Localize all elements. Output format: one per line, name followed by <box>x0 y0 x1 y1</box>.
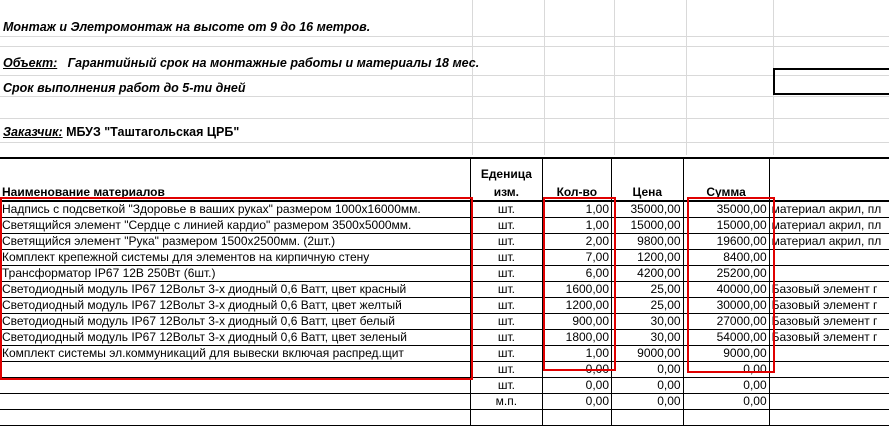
customer-text: МБУЗ "Таштагольская ЦРБ" <box>66 125 240 139</box>
header-unit-bottom: изм. <box>471 182 543 201</box>
cell-note[interactable] <box>769 378 889 394</box>
cell-name[interactable] <box>0 378 471 394</box>
cell-note[interactable] <box>769 362 889 378</box>
title-line: Монтаж и Элетромонтаж на высоте от 9 до 16 метров. <box>3 20 371 34</box>
gridline <box>544 0 545 155</box>
cell-name[interactable]: Светящийся элемент "Рука" размером 1500х2500мм. (2шт.) <box>0 234 471 250</box>
cell-qty[interactable]: 1,00 <box>542 201 611 218</box>
cell-qty[interactable]: 0,00 <box>542 378 611 394</box>
gridline <box>0 118 889 119</box>
header-qty: Кол-во <box>542 182 611 201</box>
table-row <box>0 218 889 234</box>
table-row <box>0 282 889 298</box>
cell-sum[interactable]: 40000,00 <box>683 282 769 298</box>
cell-note[interactable] <box>769 394 889 410</box>
header-price: Цена <box>612 182 684 201</box>
gridline <box>472 0 473 155</box>
cell-price[interactable]: 25,00 <box>612 282 684 298</box>
table-row <box>0 378 889 394</box>
cell-unit[interactable]: шт. <box>471 266 543 282</box>
cell-qty[interactable]: 1,00 <box>542 218 611 234</box>
cell-qty[interactable]: 1200,00 <box>542 298 611 314</box>
table-row <box>0 201 889 218</box>
gridline <box>0 96 889 97</box>
header-row <box>0 158 889 182</box>
cell-price[interactable]: 4200,00 <box>612 266 684 282</box>
cell-unit[interactable]: шт. <box>471 314 543 330</box>
header-cell <box>683 158 769 182</box>
cell-note[interactable] <box>769 410 889 426</box>
cell-sum[interactable]: 19600,00 <box>683 234 769 250</box>
cell-price[interactable]: 0,00 <box>612 394 684 410</box>
cell-sum[interactable]: 25200,00 <box>683 266 769 282</box>
gridline <box>0 142 889 143</box>
header-cell <box>612 158 684 182</box>
cell-sum[interactable]: 0,00 <box>683 362 769 378</box>
cell-name[interactable]: Светодиодный модуль IP67 12Вольт 3-х диодный 0,6 Ватт, цвет желтый <box>0 298 471 314</box>
cell-sum[interactable]: 35000,00 <box>683 201 769 218</box>
object-label: Объект: <box>3 56 58 70</box>
cell-name[interactable]: Светящийся элемент "Сердце с линией кардио" размером 3500х5000мм. <box>0 218 471 234</box>
cell-qty[interactable]: 0,00 <box>542 394 611 410</box>
cell-unit[interactable]: шт. <box>471 282 543 298</box>
table-row <box>0 298 889 314</box>
cell-sum[interactable]: 0,00 <box>683 378 769 394</box>
cell-unit[interactable] <box>471 410 543 426</box>
cell-price[interactable]: 9000,00 <box>612 346 684 362</box>
cell-name[interactable]: Светодиодный модуль IP67 12Вольт 3-х диодный 0,6 Ватт, цвет зеленый <box>0 330 471 346</box>
cell-price[interactable]: 30,00 <box>612 314 684 330</box>
header-unit-top: Еденица <box>471 158 543 182</box>
header-cell <box>0 158 471 182</box>
cell-sum[interactable]: 8400,00 <box>683 250 769 266</box>
cell-unit[interactable]: шт. <box>471 250 543 266</box>
gridline <box>686 0 687 155</box>
table-row <box>0 410 889 426</box>
cell-unit[interactable]: шт. <box>471 378 543 394</box>
cell-note[interactable] <box>769 346 889 362</box>
cell-sum[interactable] <box>683 410 769 426</box>
materials-table <box>0 157 889 426</box>
cell-name[interactable] <box>0 410 471 426</box>
cell-note[interactable] <box>769 250 889 266</box>
cell-price[interactable]: 15000,00 <box>612 218 684 234</box>
table-row <box>0 314 889 330</box>
gridline <box>0 46 889 47</box>
header-cell <box>542 158 611 182</box>
cell-price[interactable]: 9800,00 <box>612 234 684 250</box>
header-row <box>0 182 889 201</box>
cell-price[interactable]: 30,00 <box>612 330 684 346</box>
selected-cell[interactable] <box>773 68 889 95</box>
cell-unit[interactable]: шт. <box>471 298 543 314</box>
header-name: Наименование материалов <box>0 182 471 201</box>
cell-price[interactable]: 0,00 <box>612 378 684 394</box>
cell-name[interactable]: Светодиодный модуль IP67 12Вольт 3-х диодный 0,6 Ватт, цвет красный <box>0 282 471 298</box>
cell-unit[interactable]: шт. <box>471 330 543 346</box>
cell-price[interactable]: 1200,00 <box>612 250 684 266</box>
gridline <box>0 75 889 76</box>
cell-sum[interactable]: 9000,00 <box>683 346 769 362</box>
cell-note[interactable]: Базовый элемент г <box>769 314 889 330</box>
cell-name[interactable]: Надпись с подсветкой "Здоровье в ваших руках" размером 1000х16000мм. <box>0 201 471 218</box>
cell-note[interactable]: материал акрил, пл <box>769 218 889 234</box>
cell-qty[interactable]: 1,00 <box>542 346 611 362</box>
cell-note[interactable]: Базовый элемент г <box>769 282 889 298</box>
gridline <box>614 0 615 155</box>
customer-label: Заказчик: <box>3 125 63 139</box>
object-line <box>3 55 479 71</box>
table-row <box>0 250 889 266</box>
table-row <box>0 346 889 362</box>
cell-unit[interactable]: шт. <box>471 201 543 218</box>
cell-name[interactable] <box>0 362 471 378</box>
cell-name[interactable] <box>0 394 471 410</box>
cell-qty[interactable]: 0,00 <box>542 362 611 378</box>
gridline <box>0 36 889 37</box>
deadline-line: Срок выполнения работ до 5-ти дней <box>3 81 246 95</box>
cell-unit[interactable]: шт. <box>471 346 543 362</box>
cell-sum[interactable]: 27000,00 <box>683 314 769 330</box>
header-cell <box>769 158 889 182</box>
cell-qty[interactable]: 2,00 <box>542 234 611 250</box>
cell-price[interactable]: 0,00 <box>612 362 684 378</box>
cell-qty[interactable] <box>542 410 611 426</box>
cell-unit[interactable]: шт. <box>471 234 543 250</box>
cell-name[interactable]: Комплект системы эл.коммуникаций для вывески включая распред.щит <box>0 346 471 362</box>
cell-price[interactable]: 25,00 <box>612 298 684 314</box>
cell-note[interactable]: Базовый элемент г <box>769 298 889 314</box>
header-cell <box>769 182 889 201</box>
cell-sum[interactable]: 30000,00 <box>683 298 769 314</box>
cell-price[interactable]: 35000,00 <box>612 201 684 218</box>
cell-name[interactable]: Светодиодный модуль IP67 12Вольт 3-х диодный 0,6 Ватт, цвет белый <box>0 314 471 330</box>
cell-qty[interactable]: 1800,00 <box>542 330 611 346</box>
table-row <box>0 266 889 282</box>
cell-sum[interactable]: 0,00 <box>683 394 769 410</box>
cell-unit[interactable]: м.п. <box>471 394 543 410</box>
cell-unit[interactable]: шт. <box>471 218 543 234</box>
cell-note[interactable]: Базовый элемент г <box>769 330 889 346</box>
cell-name[interactable]: Трансформатор IP67 12В 250Вт (6шт.) <box>0 266 471 282</box>
cell-sum[interactable]: 54000,00 <box>683 330 769 346</box>
cell-name[interactable]: Комплект крепежной системы для элементов на кирпичную стену <box>0 250 471 266</box>
table-row <box>0 362 889 378</box>
cell-qty[interactable]: 1600,00 <box>542 282 611 298</box>
table-row <box>0 394 889 410</box>
header-sum: Сумма <box>683 182 769 201</box>
table-row <box>0 330 889 346</box>
cell-sum[interactable]: 15000,00 <box>683 218 769 234</box>
cell-unit[interactable]: шт. <box>471 362 543 378</box>
object-text: Гарантийный срок на монтажные работы и материалы 18 мес. <box>67 56 480 70</box>
cell-price[interactable] <box>612 410 684 426</box>
cell-note[interactable] <box>769 266 889 282</box>
cell-qty[interactable]: 6,00 <box>542 266 611 282</box>
table-row <box>0 234 889 250</box>
customer-line <box>3 124 239 140</box>
cell-note[interactable]: материал акрил, пл <box>769 234 889 250</box>
cell-note[interactable]: материал акрил, пл <box>769 201 889 218</box>
cell-qty[interactable]: 7,00 <box>542 250 611 266</box>
cell-qty[interactable]: 900,00 <box>542 314 611 330</box>
